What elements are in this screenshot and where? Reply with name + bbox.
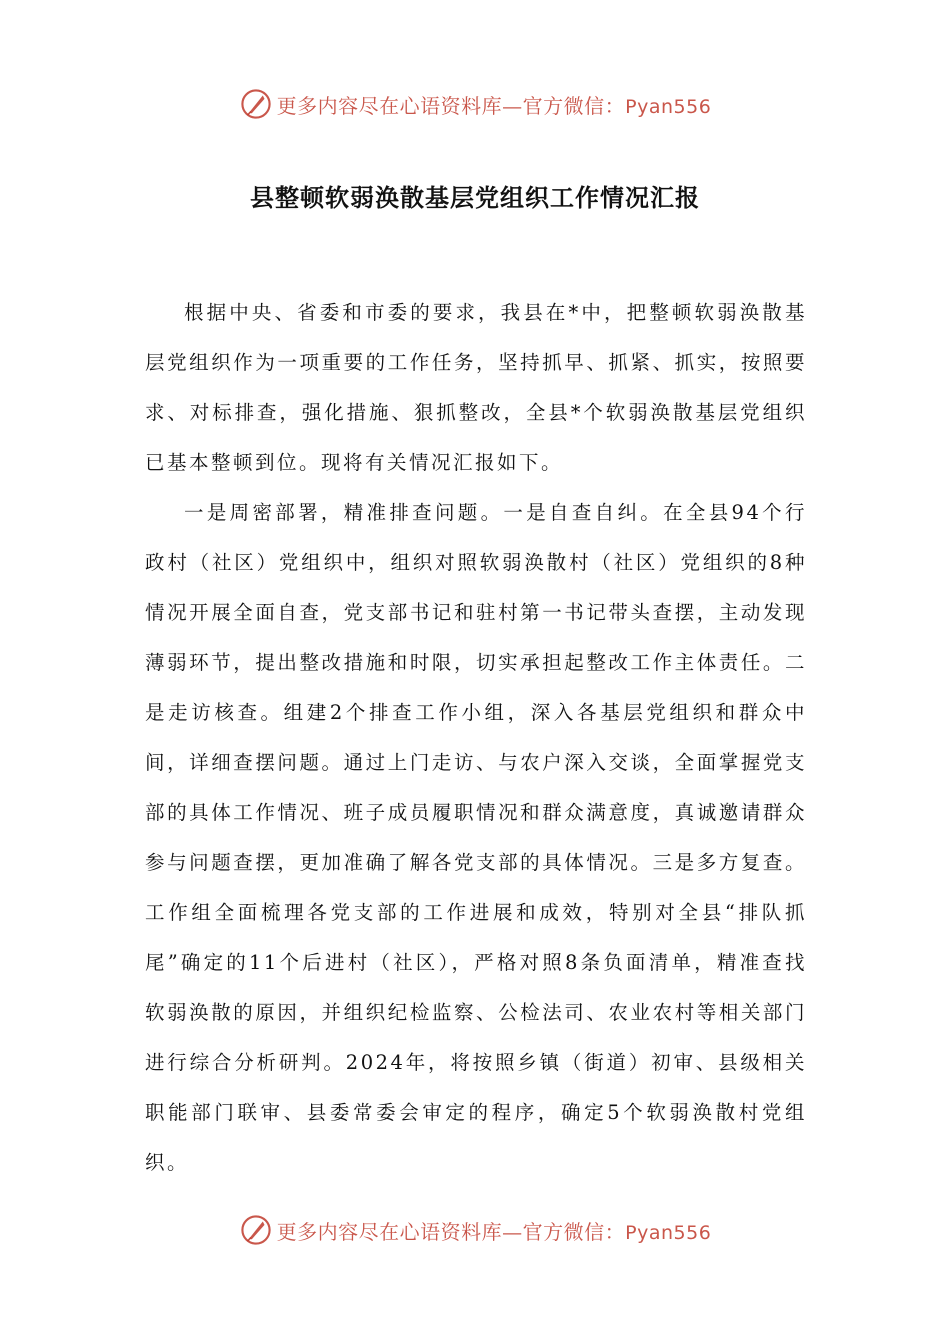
- watermark-brand: 更多内容尽在心语资料库: [276, 1219, 503, 1244]
- header-watermark: [0, 82, 950, 126]
- watermark-wechat-id: Pyan556: [625, 1221, 712, 1244]
- watermark-wechat-id: Pyan556: [625, 95, 712, 118]
- quill-logo-icon: [239, 87, 273, 121]
- paragraph-intro: 根据中央、省委和市委的要求，我县在*中，把整顿软弱涣散基层党组织作为一项重要的工作任务，坚持抓早、抓紧、抓实，按照要求、对标排查，强化措施、狠抓整改，全县*个软弱涣散基层党组织已基本整顿到位。现将有关情况汇报如下。: [145, 301, 807, 474]
- watermark-separator: —: [502, 93, 523, 118]
- watermark-text: [277, 90, 712, 119]
- paragraph-section-one: 一是周密部署，精准排查问题。一是自查自纠。在全县94个行政村（社区）党组织中，组织对照软弱涣散村（社区）党组织的8种情况开展全面自查，党支部书记和驻村第一书记带头查摆，主动发现薄弱环节，提出整改措施和时限，切实承担起整改工作主体责任。二是走访核查。组建2个排查工作小组，深入各基层党组织和群众中间，详细查摆问题。通过上门走访、与农户深入交谈，全面掌握党支部的具体工作情况、班子成员履职情况和群众满意度，真诚邀请群众参与问题查摆，更加准确了解各党支部的具体情况。三是多方复查。工作组全面梳理各党支部的工作进展和成效，特别对全县“排队抓尾”确定的11个后进村（社区），严格对照8条负面清单，精准查找软弱涣散的原因，并组织纪检监察、公检法司、农业农村等相关部门进行综合分析研判。2024年，将按照乡镇（街道）初审、县级相关职能部门联审、县委常委会审定的程序，确定5个软弱涣散村党组织。: [145, 501, 807, 1174]
- watermark-text: [277, 1216, 712, 1245]
- quill-logo-icon: [239, 1213, 273, 1247]
- watermark-separator: —: [502, 1219, 523, 1244]
- document-title: 县整顿软弱涣散基层党组织工作情况汇报: [250, 183, 700, 212]
- document-body: [145, 288, 807, 1188]
- watermark-brand: 更多内容尽在心语资料库: [276, 93, 503, 118]
- footer-watermark: [0, 1208, 950, 1252]
- watermark-label: 官方微信：: [522, 93, 626, 118]
- watermark-label: 官方微信：: [522, 1219, 626, 1244]
